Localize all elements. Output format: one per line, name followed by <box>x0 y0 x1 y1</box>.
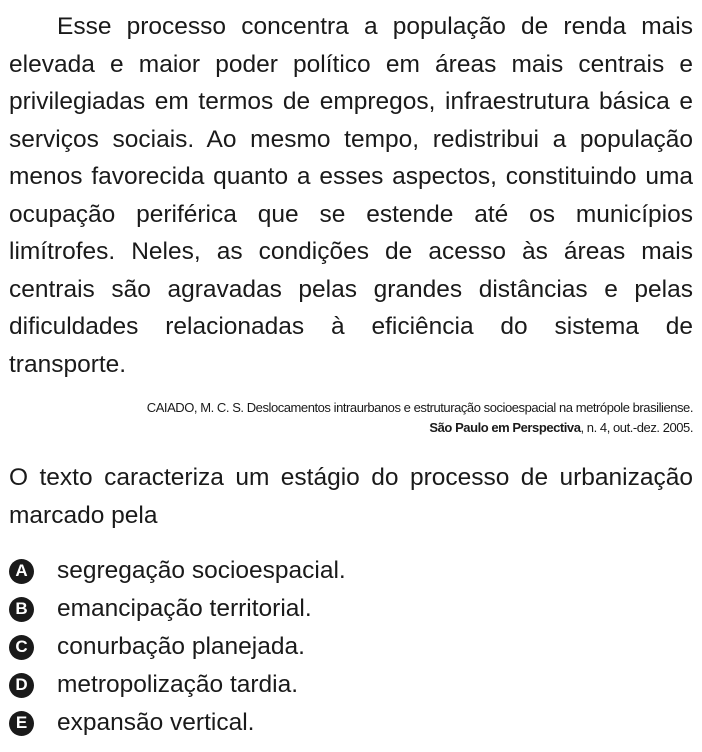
option-e-letter-badge: E <box>9 711 34 736</box>
citation-publication <box>9 418 693 438</box>
option-c[interactable] <box>9 628 693 666</box>
option-a-letter-badge: A <box>9 559 34 584</box>
option-b[interactable] <box>9 590 693 628</box>
option-c-text: conurbação planejada. <box>57 633 305 660</box>
question-stem: O texto caracteriza um estágio do processo de urbanização marcado pela <box>9 464 693 529</box>
citation-details: , n. 4, out.-dez. 2005. <box>580 420 693 435</box>
option-a-text: segregação socioespacial. <box>57 557 346 584</box>
passage-text <box>9 8 693 383</box>
option-d-letter-badge: D <box>9 673 34 698</box>
option-e[interactable] <box>9 704 693 742</box>
option-e-text: expansão vertical. <box>57 709 255 736</box>
option-d[interactable] <box>9 666 693 704</box>
option-c-letter-badge: C <box>9 635 34 660</box>
option-d-text: metropolização tardia. <box>57 671 299 698</box>
citation-journal: São Paulo em Perspectiva <box>429 420 581 435</box>
option-a[interactable] <box>9 552 693 590</box>
source-citation <box>9 398 693 438</box>
option-b-letter-badge: B <box>9 597 34 622</box>
passage-paragraph: Esse processo concentra a população de renda mais elevada e maior poder político em áreas mais centrais e privilegiadas em termos de empregos, infraestrutura básica e serviços sociais. Ao mesmo tempo, redistribui a população menos favorecida quanto a esses aspectos, constituindo uma ocupação periférica que se estende até os municípios limítrofes. Neles, as condições de acesso às áreas mais centrais são agravadas pelas grandes distâncias e pelas dificuldades relacionadas à eficiência do sistema de transporte. <box>9 13 693 378</box>
option-b-text: emancipação territorial. <box>57 595 312 622</box>
answer-options <box>9 552 693 742</box>
citation-authors-title: CAIADO, M. C. S. Deslocamentos intraurbanos e estruturação socioespacial na metrópole brasiliense. <box>146 400 693 415</box>
